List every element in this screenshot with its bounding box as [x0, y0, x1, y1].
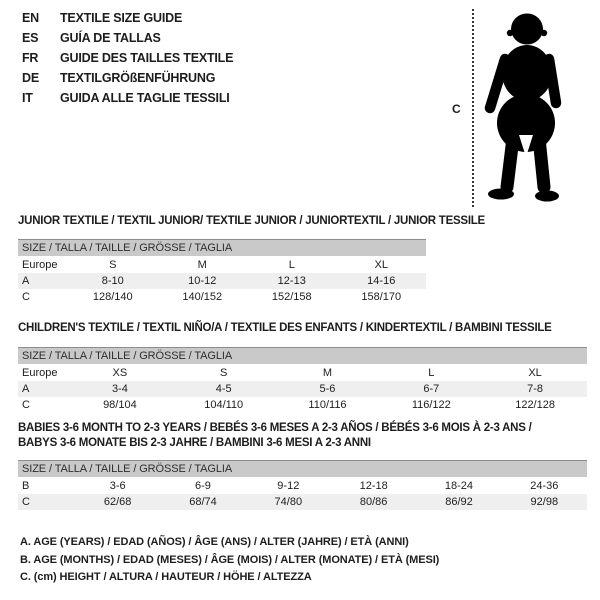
table-row-height: [18, 289, 426, 305]
table-row-height: [18, 397, 587, 413]
row-label: C: [22, 291, 30, 303]
lang-code: EN: [22, 11, 39, 25]
table-row-height: [18, 494, 587, 510]
lang-label: TEXTILE SIZE GUIDE: [60, 11, 183, 25]
table-cell: 86/92: [445, 496, 473, 508]
lang-row-fr: [22, 48, 233, 68]
language-guide-list: [22, 8, 233, 108]
baby-toddler-silhouette-image: [477, 5, 573, 207]
size-col-header: M: [197, 258, 207, 271]
children-textile-table: [18, 321, 587, 413]
row-label: C: [22, 496, 30, 508]
table-cell: 6-7: [423, 383, 440, 395]
lang-code: DE: [22, 71, 39, 85]
size-col-header: S: [220, 366, 228, 379]
region-label: Europe: [22, 258, 58, 271]
footnote-b: B. AGE (MONTHS) / EDAD (MESES) / ÂGE (MOIS) / ALTER (MONATE) / ETÀ (MESI): [20, 553, 440, 566]
table-cell: 8-10: [101, 275, 124, 287]
table-row-sizes: [18, 256, 426, 273]
table-cell: 158/170: [361, 291, 402, 303]
table-cell: 104/110: [204, 399, 244, 411]
table-cell: 74/80: [274, 496, 303, 508]
size-col-header: XL: [528, 366, 542, 379]
table-cell: 6-9: [195, 479, 211, 492]
table-row-age-months: [18, 477, 587, 494]
size-col-header: L: [428, 366, 435, 379]
lang-row-es: [22, 28, 233, 48]
size-header-band: SIZE / TALLA / TAILLE / GRÖSSE / TAGLIA: [18, 347, 587, 364]
table-cell: 152/158: [271, 291, 312, 303]
table-cell: 5-6: [319, 383, 336, 395]
lang-row-de: [22, 68, 233, 88]
lang-row-en: [22, 8, 233, 28]
size-col-header: M: [322, 366, 333, 379]
table-cell: 12-18: [359, 479, 388, 492]
row-label: C: [22, 399, 30, 411]
row-label: B: [22, 479, 30, 492]
table-cell: 116/122: [411, 399, 451, 411]
size-header-band: SIZE / TALLA / TAILLE / GRÖSSE / TAGLIA: [18, 460, 587, 477]
table-title-line1: BABIES 3-6 MONTH TO 2-3 YEARS / BEBÉS 3-6 MESES A 2-3 AÑOS / BÉBÉS 3-6 MOIS À 2-3 ANS /: [18, 422, 532, 434]
table-cell: 9-12: [277, 479, 300, 492]
table-title: CHILDREN'S TEXTILE / TEXTIL NIÑO/A / TEXTILE DES ENFANTS / KINDERTEXTIL / BAMBINI TESSILE: [18, 322, 552, 334]
row-label: A: [22, 383, 30, 395]
height-measure-dotted-line: [472, 9, 474, 207]
table-row-age: [18, 381, 587, 397]
table-cell: 98/104: [103, 399, 137, 411]
height-measure-label: C: [452, 102, 461, 116]
table-title-line2: BABYS 3-6 MONATE BIS 2-3 JAHRE / BAMBINI 3-6 MESI A 2-3 ANNI: [18, 437, 371, 449]
table-cell: 128/140: [92, 291, 133, 303]
table-row-age: [18, 273, 426, 289]
table-cell: 80/86: [359, 496, 388, 508]
table-cell: 62/68: [103, 496, 132, 508]
lang-label: GUIDA ALLE TAGLIE TESSILI: [60, 91, 230, 105]
lang-code: ES: [22, 31, 39, 45]
table-cell: 10-12: [188, 275, 217, 287]
region-label: Europe: [22, 366, 58, 379]
lang-label: GUIDE DES TAILLES TEXTILE: [60, 51, 234, 65]
size-col-header: S: [109, 258, 117, 271]
table-title: JUNIOR TEXTILE / TEXTIL JUNIOR/ TEXTILE JUNIOR / JUNIORTEXTIL / JUNIOR TESSILE: [18, 215, 485, 227]
size-header-band: SIZE / TALLA / TAILLE / GRÖSSE / TAGLIA: [18, 239, 426, 256]
footnote-c: C. (cm) HEIGHT / ALTURA / HAUTEUR / HÖHE / ALTEZZA: [20, 571, 312, 584]
table-cell: 110/116: [308, 399, 347, 411]
lang-label: GUÍA DE TALLAS: [60, 31, 161, 45]
size-col-header: XL: [374, 258, 388, 271]
table-cell: 68/74: [189, 496, 217, 508]
lang-row-it: [22, 88, 233, 108]
table-cell: 140/152: [182, 291, 223, 303]
table-cell: 3-4: [111, 383, 128, 395]
size-col-header: L: [288, 258, 295, 271]
table-cell: 14-16: [367, 275, 396, 287]
table-cell: 3-6: [109, 479, 126, 492]
junior-textile-table: [18, 214, 485, 305]
table-cell: 4-5: [215, 383, 232, 395]
babies-textile-table: [18, 421, 587, 510]
lang-label: TEXTILGRÖßENFÜHRUNG: [60, 71, 216, 85]
footnote-a: A. AGE (YEARS) / EDAD (AÑOS) / ÂGE (ANS) / ALTER (JAHRE) / ETÀ (ANNI): [20, 536, 409, 548]
table-cell: 12-13: [277, 275, 306, 287]
table-cell: 24-36: [530, 479, 559, 492]
table-row-sizes: [18, 364, 587, 381]
row-label: A: [22, 275, 30, 287]
size-col-header: XS: [112, 366, 128, 379]
table-cell: 18-24: [444, 479, 474, 492]
table-cell: 122/128: [515, 399, 555, 411]
table-cell: 92/98: [530, 496, 559, 508]
lang-code: IT: [22, 91, 33, 105]
legend-footnotes: [20, 534, 439, 587]
table-cell: 7-8: [527, 383, 544, 395]
lang-code: FR: [22, 51, 39, 65]
